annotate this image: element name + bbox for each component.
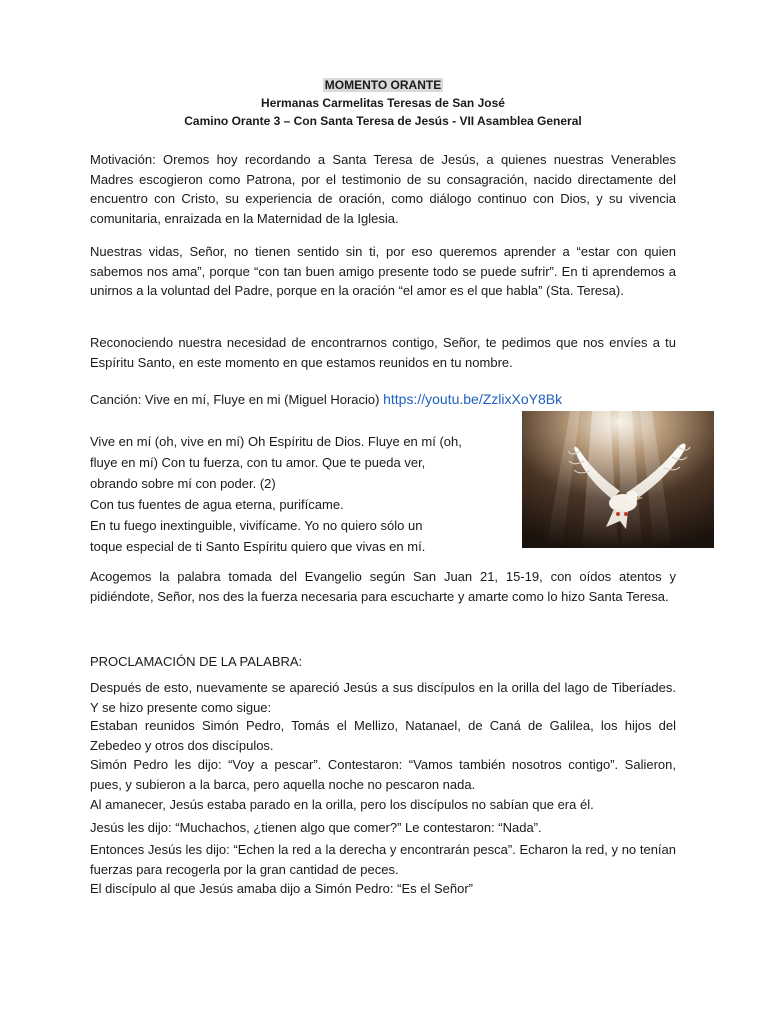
paragraph-nuestras-vidas: Nuestras vidas, Señor, no tienen sentido sin ti, por eso queremos aprender a “estar con quien sabemos nos ama”, porque “con tan buen amigo presente todo se puede sufrir”. En ti aprendemos a unirnos a la voluntad del Padre, porque en la oración “el amor es el que habla” (Sta. Teresa). xyxy=(90,244,676,298)
gospel-verse: Al amanecer, Jesús estaba parado en la orilla, pero los discípulos no sabían que era él. xyxy=(90,797,594,812)
paragraph-reconociendo: Reconociendo nuestra necesidad de encontrarnos contigo, Señor, te pedimos que nos envíes a tu Espíritu Santo, en este momento en que estamos reunidos en tu nombre. xyxy=(90,335,676,370)
song-link[interactable]: https://youtu.be/ZzlixXoY8Bk xyxy=(383,391,563,407)
document-subtitle-congregation: Hermanas Carmelitas Teresas de San José xyxy=(261,96,505,110)
song-line: En tu fuego inextinguible, vivifícame. Yo no quiero sólo un xyxy=(90,518,423,533)
song-line: toque especial de ti Santo Espíritu quiero que vivas en mí. xyxy=(90,539,426,554)
paragraph-motivacion: Motivación: Oremos hoy recordando a Santa Teresa de Jesús, a quienes nuestras Venerables Madres escogieron como Patrona, por el testimonio de su consagración, nacido directamente del encuentro con Cristo, su experiencia de oración, como diálogo continuo con Dios, y su vivencia comunitaria, enraizada en la Maternidad de la Iglesia. xyxy=(90,152,676,226)
document-subtitle-camino: Camino Orante 3 – Con Santa Teresa de Jesús - VII Asamblea General xyxy=(184,114,582,128)
document-title: MOMENTO ORANTE xyxy=(324,78,442,92)
dove-illustration xyxy=(522,411,714,548)
song-line: obrando sobre mí con poder. (2) xyxy=(90,476,276,491)
song-line: Vive en mí (oh, vive en mí) Oh Espíritu de Dios. Fluye en mí (oh, xyxy=(90,434,462,449)
holy-spirit-dove-image xyxy=(522,411,714,548)
gospel-verse: Después de esto, nuevamente se apareció Jesús a sus discípulos en la orilla del lago de Tiberíades. Y se hizo presente como sigue: xyxy=(90,680,676,715)
gospel-verse: El discípulo al que Jesús amaba dijo a Simón Pedro: “Es el Señor” xyxy=(90,881,473,896)
song-intro-line xyxy=(90,390,676,410)
gospel-verse: Simón Pedro les dijo: “Voy a pescar”. Contestaron: “Vamos también nosotros contigo”. Salieron, pues, y subieron a la barca, pero aquella noche no pescaron nada. xyxy=(90,757,676,792)
gospel-verse: Estaban reunidos Simón Pedro, Tomás el Mellizo, Natanael, de Caná de Galilea, los hijos del Zebedeo y otros dos discípulos. xyxy=(90,718,676,753)
song-line: Con tus fuentes de agua eterna, purifícame. xyxy=(90,497,344,512)
gospel-verse: Jesús les dijo: “Muchachos, ¿tienen algo que comer?” Le contestaron: “Nada”. xyxy=(90,820,542,835)
gospel-verse: Entonces Jesús les dijo: “Echen la red a la derecha y encontrarán pesca”. Echaron la red, y no tenían fuerzas para recogerla por la gran cantidad de peces. xyxy=(90,842,676,877)
song-intro-text: Canción: Vive en mí, Fluye en mi (Miguel Horacio) xyxy=(90,392,384,407)
section-heading-proclamacion: PROCLAMACIÓN DE LA PALABRA: xyxy=(90,654,303,669)
paragraph-acogemos: Acogemos la palabra tomada del Evangelio según San Juan 21, 15-19, con oídos atentos y pidiéndote, Señor, nos des la fuerza necesaria para escucharte y amarte como lo hizo Santa Teresa. xyxy=(90,569,676,604)
song-line: fluye en mí) Con tu fuerza, con tu amor. Que te pueda ver, xyxy=(90,455,426,470)
song-lyrics xyxy=(90,431,514,557)
